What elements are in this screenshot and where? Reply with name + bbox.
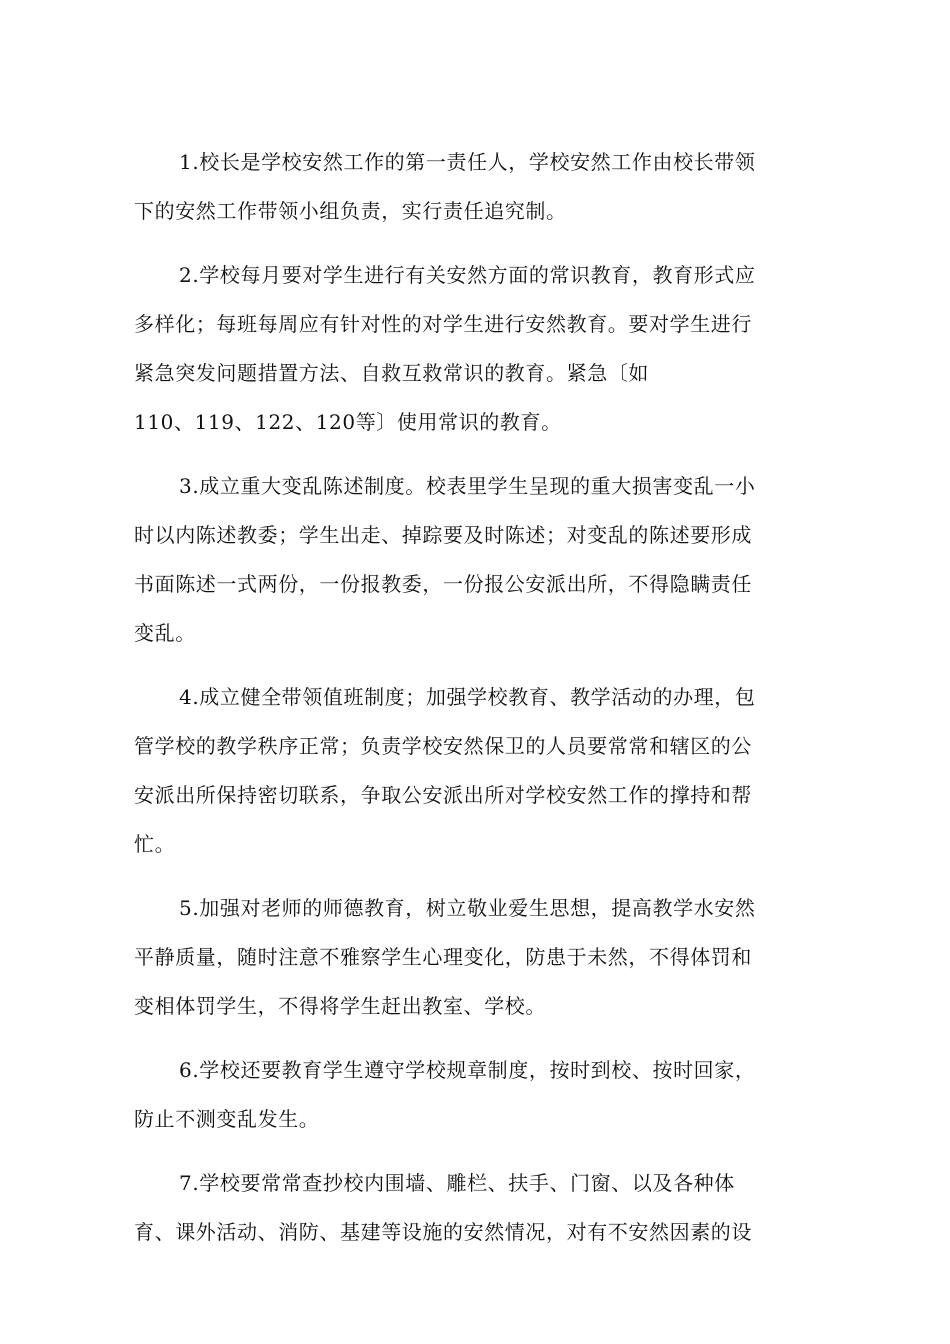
paragraph-line: 变乱。 bbox=[134, 621, 196, 645]
paragraph-4 bbox=[134, 673, 806, 869]
paragraph-line: 下的安然工作带领小组负责，实行责任追究制。 bbox=[134, 199, 567, 223]
paragraph-line: 书面陈述一式两份，一份报教委，一份报公安派出所，不得隐瞒责任 bbox=[134, 572, 752, 596]
paragraph-line: 防止不测变乱发生。 bbox=[134, 1107, 320, 1131]
paragraph-line: 5.加强对老师的师德教育，树立敬业爱生思想，提高教学水安然 bbox=[179, 896, 756, 920]
paragraph-line: 4.成立健全带领值班制度；加强学校教育、教学活动的办理，包 bbox=[179, 685, 756, 709]
paragraph-line: 育、课外活动、消防、基建等设施的安然情况，对有不安然因素的设 bbox=[134, 1220, 752, 1244]
paragraph-3 bbox=[134, 462, 806, 658]
paragraph-line: 1.校长是学校安然工作的第一责任人，学校安然工作由校长带领 bbox=[179, 150, 756, 174]
paragraph-line: 安派出所保持密切联系，争取公安派出所对学校安然工作的撑持和帮 bbox=[134, 783, 752, 807]
paragraph-line: 7.学校要常常查抄校内围墙、雕栏、扶手、门窗、以及各种体 bbox=[179, 1171, 735, 1195]
paragraph-line: 多样化；每班每周应有针对性的对学生进行安然教育。要对学生进行 bbox=[134, 312, 752, 336]
paragraph-6 bbox=[134, 1046, 806, 1144]
paragraph-line: 110、119、122、120等〕使用常识的教育。 bbox=[134, 410, 562, 434]
paragraph-line: 紧急突发问题措置方法、自救互救常识的教育。紧急〔如 bbox=[134, 361, 649, 385]
paragraph-line: 忙。 bbox=[134, 832, 176, 856]
paragraph-line: 2.学校每月要对学生进行有关安然方面的常识教育，教育形式应 bbox=[179, 263, 756, 287]
paragraph-line: 变相体罚学生，不得将学生赶出教室、学校。 bbox=[134, 994, 546, 1018]
document-body bbox=[134, 138, 806, 1272]
paragraph-7 bbox=[134, 1159, 806, 1257]
paragraph-line: 时以内陈述教委；学生出走、掉踪要及时陈述；对变乱的陈述要形成 bbox=[134, 523, 752, 547]
paragraph-line: 6.学校还要教育学生遵守学校规章制度，按时到校、按时回家， bbox=[179, 1058, 756, 1082]
paragraph-1 bbox=[134, 138, 806, 236]
paragraph-5 bbox=[134, 884, 806, 1031]
paragraph-line: 3.成立重大变乱陈述制度。校表里学生呈现的重大损害变乱一小 bbox=[179, 474, 756, 498]
paragraph-line: 管学校的教学秩序正常；负责学校安然保卫的人员要常常和辖区的公 bbox=[134, 734, 752, 758]
paragraph-line: 平静质量，随时注意不雅察学生心理变化，防患于未然，不得体罚和 bbox=[134, 945, 752, 969]
paragraph-2 bbox=[134, 251, 806, 447]
